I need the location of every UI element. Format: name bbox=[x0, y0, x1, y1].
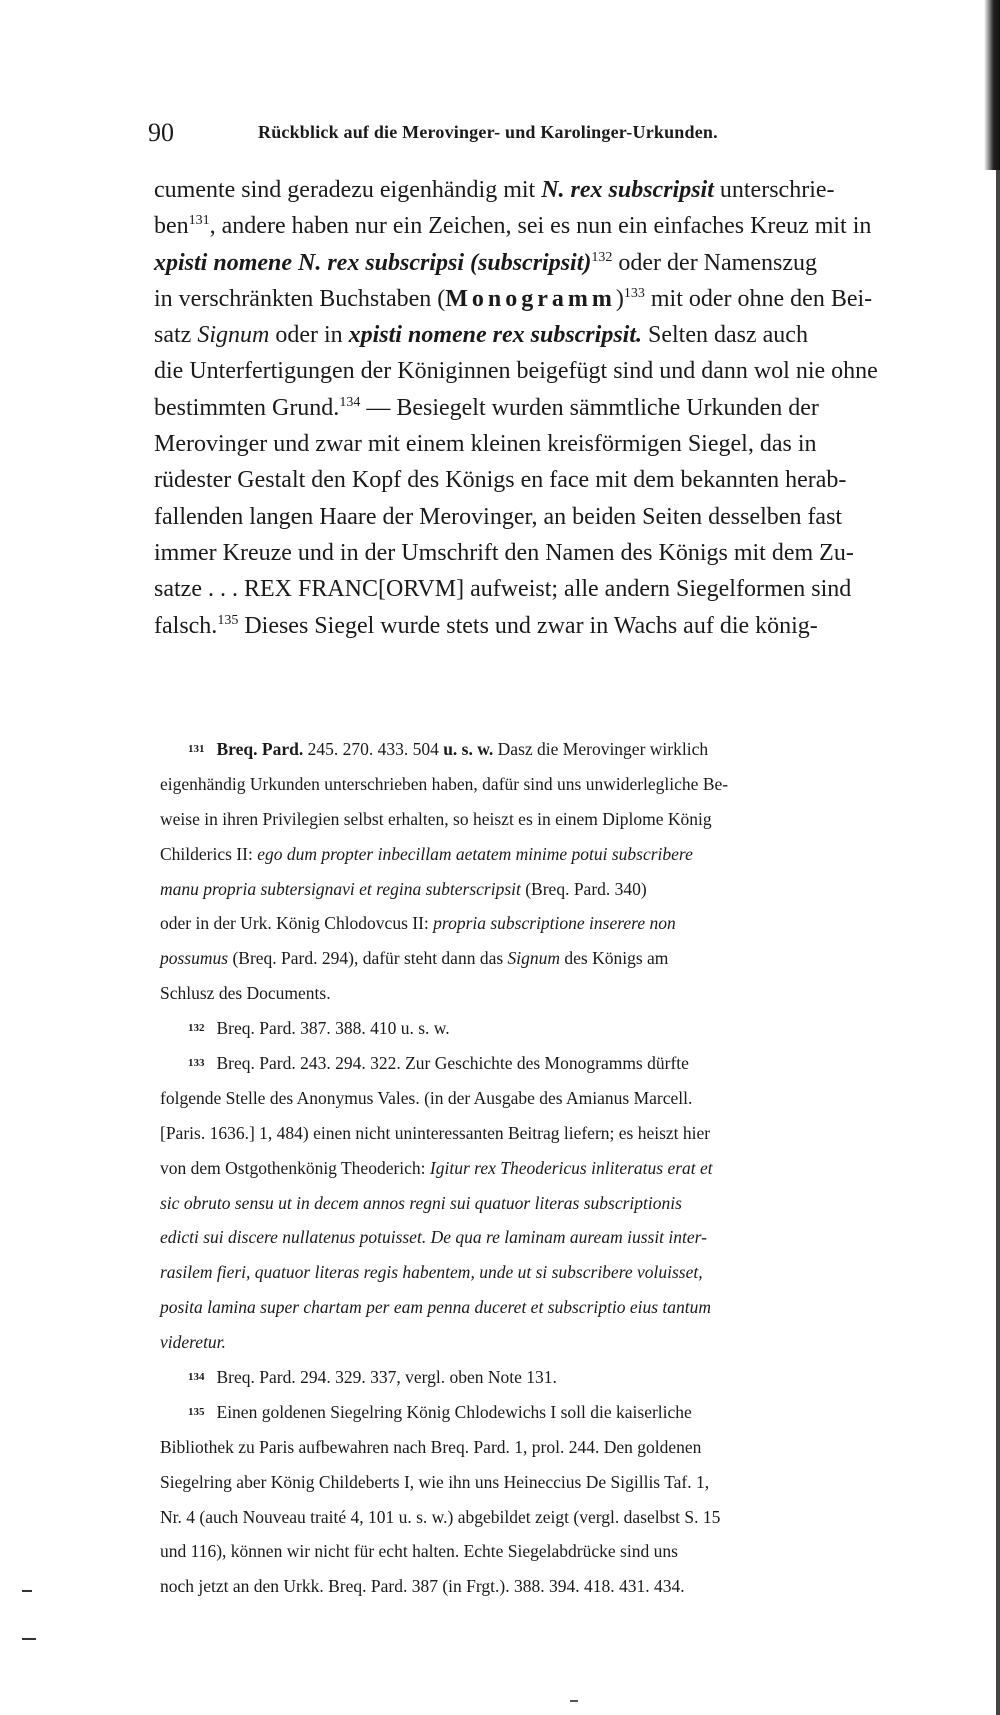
text: in verschränkten Buchstaben ( bbox=[154, 285, 446, 312]
text: oder der Namenszug bbox=[612, 249, 817, 276]
text: , andere haben nur ein Zeichen, sei es nun ein einfaches Kreuz mit in bbox=[209, 213, 872, 240]
footnote-line: folgende Stelle des Anonymus Vales. (in der Ausgabe des Amianus Marcell. bbox=[160, 1087, 693, 1108]
footnote-line bbox=[160, 1395, 980, 1430]
footnote-line: eigenhändig Urkunden unterschrieben haben, dafür sind uns unwiderlegliche Be- bbox=[160, 773, 729, 794]
footnote-line bbox=[160, 732, 980, 767]
text: Childerics II: bbox=[160, 843, 258, 864]
footnote-line: [Paris. 1636.] 1, 484) einen nicht uninteressanten Beitrag liefern; es heiszt hier bbox=[160, 1122, 711, 1143]
footnote-line: weise in ihren Privilegien selbst erhalten, so heiszt es in einem Diplome König bbox=[160, 808, 712, 829]
footnote-line bbox=[160, 1360, 980, 1395]
running-header bbox=[148, 118, 868, 148]
text: oder in bbox=[269, 322, 349, 349]
latin-phrase: Signum bbox=[197, 322, 270, 349]
footnote-line: und 116), können wir nicht für echt halten. Echte Siegelabdrücke sind uns bbox=[160, 1541, 678, 1562]
text: ben bbox=[154, 213, 189, 240]
footnote-line: posita lamina super chartam per eam penna duceret et subscriptio eius tantum bbox=[160, 1297, 712, 1318]
latin-phrase: xpisti nomene rex subscripsit. bbox=[348, 322, 642, 349]
text: unterschrie- bbox=[713, 177, 835, 203]
footnote-line: Bibliothek zu Paris aufbewahren nach Breq. Pard. 1, prol. 244. Den goldenen bbox=[160, 1436, 702, 1457]
main-text bbox=[154, 172, 974, 644]
text: — Besiegelt wurden sämmtliche Urkunden der bbox=[360, 394, 819, 421]
text: ) bbox=[615, 285, 624, 312]
text: mit oder ohne den Bei- bbox=[644, 285, 873, 312]
text: Dieses Siegel wurde stets und zwar in Wachs auf die könig- bbox=[238, 612, 818, 639]
footnote-line bbox=[160, 1151, 980, 1186]
footnote-line bbox=[160, 872, 980, 907]
footnote-line: rasilem fieri, quatuor literas regis habentem, unde ut si subscribere voluisset, bbox=[160, 1262, 703, 1283]
main-line bbox=[154, 172, 974, 208]
main-line bbox=[154, 608, 974, 644]
scan-mark bbox=[22, 1638, 36, 1640]
text: 245. 270. 433. 504 bbox=[303, 739, 444, 759]
running-title: Rückblick auf die Merovinger- und Karolinger-Urkunden. bbox=[258, 122, 718, 142]
footnote-line: Siegelring aber König Childeberts I, wie ihn uns Heineccius De Sigillis Taf. 1, bbox=[160, 1471, 710, 1492]
text: Einen goldenen Siegelring König Chlodewichs I soll die kaiserliche bbox=[216, 1401, 692, 1422]
text: Breq. Pard. 294. 329. 337, vergl. oben Note 131. bbox=[216, 1367, 557, 1388]
footnote-ref[interactable]: 131 bbox=[188, 213, 210, 229]
main-line bbox=[154, 390, 974, 426]
latin-quote: propria subscriptione inserere non bbox=[433, 913, 676, 934]
footnote-line: sic obruto sensu ut in decem annos regni sui quatuor literas subscriptionis bbox=[160, 1192, 682, 1213]
footnote-line: Nr. 4 (auch Nouveau traité 4, 101 u. s. w.) abgebildet zeigt (vergl. daselbst S. 15 bbox=[160, 1506, 721, 1527]
text: Breq. Pard. bbox=[216, 739, 304, 759]
footnote-line bbox=[160, 837, 980, 872]
footnote-ref[interactable]: 133 bbox=[623, 285, 645, 301]
latin-quote: Igitur rex Theodericus inliteratus erat et bbox=[429, 1157, 713, 1178]
footnote-line bbox=[160, 941, 980, 976]
text: Breq. Pard. 387. 388. 410 u. s. w. bbox=[216, 1018, 450, 1039]
latin-phrase: xpisti nomene N. rex subscripsi (subscripsit) bbox=[154, 249, 592, 276]
footnote-ref[interactable]: 135 bbox=[217, 612, 239, 628]
footnote-line: videretur. bbox=[160, 1332, 226, 1353]
footnote-number: 133 bbox=[188, 1057, 205, 1070]
page-edge-shadow bbox=[984, 0, 1000, 170]
latin-quote: Signum bbox=[507, 948, 561, 969]
footnote-line bbox=[160, 1011, 980, 1046]
text: Selten dasz auch bbox=[642, 322, 808, 349]
footnote-line: Schlusz des Documents. bbox=[160, 983, 331, 1004]
page-edge-line bbox=[996, 170, 1000, 1715]
footnotes bbox=[160, 732, 980, 1604]
footnote-line: noch jetzt an den Urkk. Breq. Pard. 387 (in Frgt.). 388. 394. 418. 431. 434. bbox=[160, 1576, 685, 1597]
main-line bbox=[154, 208, 974, 244]
main-line bbox=[154, 281, 974, 317]
main-line bbox=[154, 245, 974, 281]
text: Dasz die Merovinger wirklich bbox=[493, 739, 709, 759]
main-line: immer Kreuze und in der Umschrift den Namen des Königs mit dem Zu- bbox=[154, 539, 854, 566]
footnote-line: edicti sui discere nullatenus potuisset. De qua re laminam auream iussit inter- bbox=[160, 1227, 707, 1248]
text: des Königs am bbox=[560, 948, 669, 969]
spaced-term: Monogramm bbox=[445, 285, 616, 312]
footnote-ref[interactable]: 132 bbox=[591, 249, 613, 265]
page-number: 90 bbox=[148, 118, 174, 147]
text: cumente sind geradezu eigenhändig mit bbox=[154, 177, 542, 203]
main-line: satze . . . REX FRANC[ORVM] aufweist; alle andern Siegelformen sind bbox=[154, 576, 852, 603]
footnote-line bbox=[160, 906, 980, 941]
main-line: rüdester Gestalt den Kopf des Königs en face mit dem bekannten herab- bbox=[154, 467, 847, 494]
footnote-number: 131 bbox=[188, 743, 205, 755]
latin-phrase: N. rex subscripsit bbox=[541, 177, 714, 203]
text: satz bbox=[154, 322, 198, 349]
footnote-ref[interactable]: 134 bbox=[339, 394, 361, 410]
text: falsch. bbox=[154, 612, 218, 639]
latin-quote: possumus bbox=[160, 948, 229, 969]
text: u. s. w. bbox=[443, 739, 494, 759]
scan-mark bbox=[570, 1700, 578, 1702]
main-line: fallenden langen Haare der Merovinger, an beiden Seiten desselben fast bbox=[154, 503, 843, 530]
latin-quote: ego dum propter inbecillam aetatem minime potui subscribere bbox=[257, 843, 693, 864]
text: von dem Ostgothenkönig Theoderich: bbox=[160, 1157, 430, 1178]
footnote-number: 132 bbox=[188, 1022, 205, 1035]
main-line: Merovinger und zwar mit einem kleinen kreisförmigen Siegel, das in bbox=[154, 431, 817, 458]
footnote-number: 135 bbox=[188, 1405, 205, 1418]
scan-mark bbox=[22, 1590, 32, 1592]
latin-quote: manu propria subtersignavi et regina subterscripsit bbox=[160, 878, 521, 899]
text: Breq. Pard. 243. 294. 322. Zur Geschichte des Monogramms dürfte bbox=[216, 1053, 689, 1074]
footnote-number: 134 bbox=[188, 1371, 205, 1384]
text: (Breq. Pard. 340) bbox=[520, 878, 647, 899]
main-line bbox=[154, 317, 974, 353]
text: oder in der Urk. König Chlodovcus II: bbox=[160, 913, 434, 934]
text: bestimmten Grund. bbox=[154, 394, 340, 421]
text: (Breq. Pard. 294), dafür steht dann das bbox=[228, 948, 508, 969]
main-line: die Unterfertigungen der Königinnen beigefügt sind und dann wol nie ohne bbox=[154, 358, 878, 385]
footnote-line bbox=[160, 1046, 980, 1081]
